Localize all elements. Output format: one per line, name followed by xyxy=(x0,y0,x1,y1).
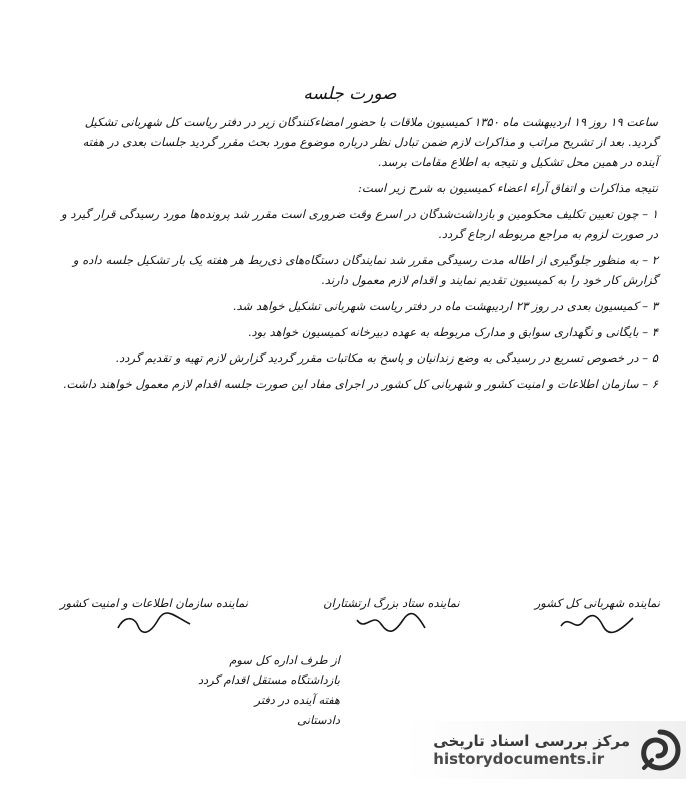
paragraph-item-2: ۲ – به منظور جلوگیری از اطاله مدت رسیدگی مقرر شد نمایندگان دستگاه‌های ذی‌ربط هر هفته یک بار تشکیل جلسه داده و گزارش کار خود را به کمیسیون تقدیم نمایند و اقدام لازم معمول دارند. xyxy=(72,253,658,287)
paragraph-item-6: ۶ – سازمان اطلاعات و امنیت کشور و شهربانی کل کشور در اجرای مفاد این صورت جلسه اقدام لازم معمول خواهند داشت. xyxy=(62,377,658,391)
paragraph-item-3: ۳ – کمیسیون بعدی در روز ۲۳ اردیبهشت ماه در دفتر ریاست شهربانی تشکیل خواهد شد. xyxy=(232,299,658,313)
signature-label: نماینده شهربانی کل کشور xyxy=(534,596,660,610)
note-line: دادستانی xyxy=(297,713,340,727)
note-line: از طرف اداره کل سوم xyxy=(229,653,340,667)
signature-block-3 xyxy=(60,596,248,634)
paragraph-item-1: ۱ – چون تعیین تکلیف محکومین و بازداشت‌شدگان در اسرع وقت ضروری است مقرر شد پرونده‌ها مورد رسیدگی قرار گیرد و در صورت لزوم به مراجع مربوطه ارجاع گردد. xyxy=(61,207,658,241)
watermark-url: historydocuments.ir xyxy=(433,750,605,768)
note-line: هفته آینده در دفتر xyxy=(254,693,340,707)
watermark-name: مرکز بررسی اسناد تاریخی xyxy=(433,732,630,750)
archive-watermark xyxy=(404,721,686,779)
handwritten-note xyxy=(60,650,340,730)
signature-row xyxy=(60,596,660,634)
signature-block-2 xyxy=(323,596,460,634)
paragraph-item-4: ۴ – بایگانی و نگهداری سوابق و مدارک مربوطه به عهده دبیرخانه کمیسیون خواهد بود. xyxy=(247,325,658,339)
paragraph-intro: ساعت ۱۹ روز ۱۹ اردیبهشت ماه ۱۳۵۰ کمیسیون ملاقات با حضور امضاءکنندگان زیر در دفتر ریاست کل شهربانی تشکیل گردید. بعد از تشریح مراتب و مذاکرات لازم ضمن تبادل نظر درباره موضوع مورد بحث مقرر گردید جلسات بعدی در هفته آینده در همین محل تشکیل و نتیجه به اطلاع مقامات برسد. xyxy=(82,115,658,169)
signature-block-1 xyxy=(535,596,660,634)
watermark-text xyxy=(433,732,630,768)
paragraph-item-5: ۵ – در خصوص تسریع در رسیدگی به وضع زندانیان و پاسخ به مکاتبات مقرر گردید گزارش لازم تهیه و تقدیم گردد. xyxy=(115,351,658,365)
signature-label: نماینده سازمان اطلاعات و امنیت کشور xyxy=(60,596,248,610)
handwritten-signature-icon xyxy=(114,612,194,634)
signature-label: نماینده ستاد بزرگ ارتشتاران xyxy=(323,596,460,610)
note-line: بازداشتگاه مستقل اقدام گردد xyxy=(197,673,340,687)
handwritten-signature-icon xyxy=(351,612,431,634)
handwritten-signature-icon xyxy=(557,612,637,634)
document-heading: صورت جلسه xyxy=(303,84,397,104)
document-body xyxy=(58,112,658,400)
paragraph-summary: نتیجه مذاکرات و اتفاق آراء اعضاء کمیسیون به شرح زیر است: xyxy=(357,181,658,195)
archive-swirl-logo-icon xyxy=(638,728,682,772)
